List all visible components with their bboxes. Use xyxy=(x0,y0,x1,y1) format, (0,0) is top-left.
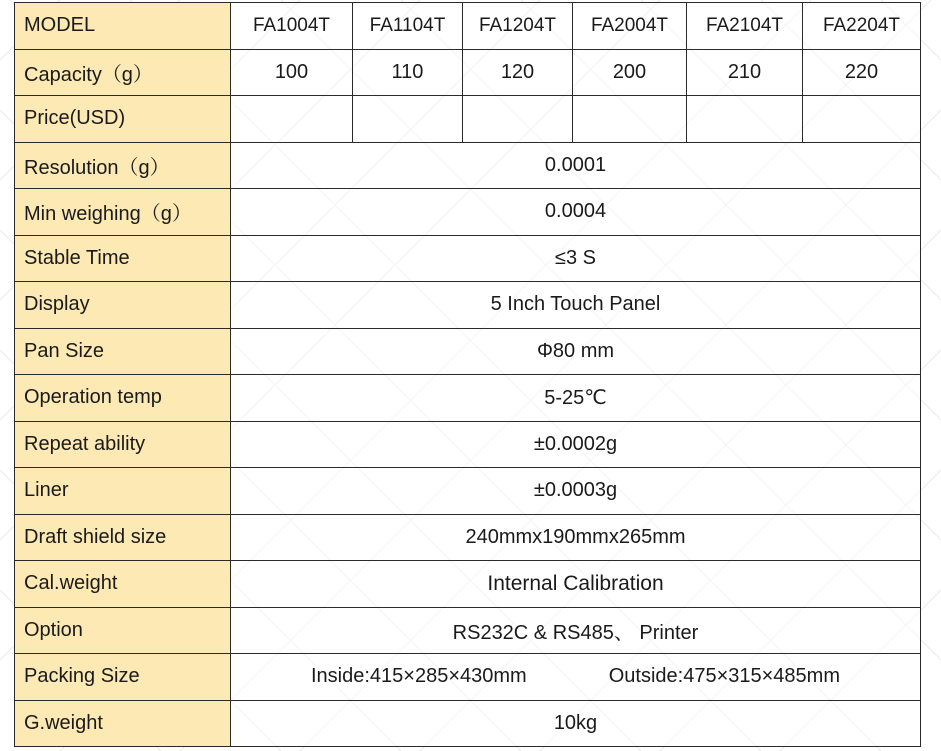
row-stable-time xyxy=(15,235,921,282)
stable-time-value: ≤3 S xyxy=(231,235,921,282)
model-fa2204t: FA2204T xyxy=(803,3,921,50)
row-cal-weight xyxy=(15,561,921,608)
label-min-weighing: Min weighing（g） xyxy=(15,189,231,236)
model-fa2104t: FA2104T xyxy=(687,3,803,50)
row-liner xyxy=(15,468,921,515)
label-price: Price(USD) xyxy=(15,96,231,143)
label-option: Option xyxy=(15,607,231,654)
price-value xyxy=(803,96,921,143)
row-repeatability xyxy=(15,421,921,468)
price-value xyxy=(353,96,463,143)
capacity-value: 200 xyxy=(573,49,687,96)
packing-inside: Inside:415×285×430mm xyxy=(311,665,527,688)
row-packing-size xyxy=(15,654,921,701)
repeatability-value: ±0.0002g xyxy=(231,421,921,468)
spec-table xyxy=(14,2,921,747)
cal-weight-value: Internal Calibration xyxy=(231,561,921,608)
label-draft-shield: Draft shield size xyxy=(15,514,231,561)
price-value xyxy=(573,96,687,143)
label-liner: Liner xyxy=(15,468,231,515)
label-repeatability: Repeat ability xyxy=(15,421,231,468)
label-cal-weight: Cal.weight xyxy=(15,561,231,608)
label-model: MODEL xyxy=(15,3,231,50)
capacity-value: 210 xyxy=(687,49,803,96)
label-packing-size: Packing Size xyxy=(15,654,231,701)
label-pan-size: Pan Size xyxy=(15,328,231,375)
label-resolution: Resolution（g） xyxy=(15,142,231,189)
price-value xyxy=(463,96,573,143)
model-fa1204t: FA1204T xyxy=(463,3,573,50)
row-operation-temp xyxy=(15,375,921,422)
model-fa1004t: FA1004T xyxy=(231,3,353,50)
liner-value: ±0.0003g xyxy=(231,468,921,515)
model-fa2004t: FA2004T xyxy=(573,3,687,50)
row-price xyxy=(15,96,921,143)
row-min-weighing xyxy=(15,189,921,236)
label-display: Display xyxy=(15,282,231,329)
row-resolution xyxy=(15,142,921,189)
row-option xyxy=(15,607,921,654)
min-weighing-value: 0.0004 xyxy=(231,189,921,236)
resolution-value: 0.0001 xyxy=(231,142,921,189)
label-g-weight: G.weight xyxy=(15,700,231,747)
capacity-value: 110 xyxy=(353,49,463,96)
model-fa1104t: FA1104T xyxy=(353,3,463,50)
row-display xyxy=(15,282,921,329)
pan-size-value: Φ80 mm xyxy=(231,328,921,375)
row-g-weight xyxy=(15,700,921,747)
row-model xyxy=(15,3,921,50)
packing-size-value xyxy=(231,654,921,701)
capacity-value: 120 xyxy=(463,49,573,96)
label-operation-temp: Operation temp xyxy=(15,375,231,422)
price-value xyxy=(231,96,353,143)
option-value: RS232C & RS485、 Printer xyxy=(231,607,921,654)
row-capacity xyxy=(15,49,921,96)
packing-outside: Outside:475×315×485mm xyxy=(608,665,840,688)
draft-shield-value: 240mmx190mmx265mm xyxy=(231,514,921,561)
capacity-value: 100 xyxy=(231,49,353,96)
g-weight-value: 10kg xyxy=(231,700,921,747)
capacity-value: 220 xyxy=(803,49,921,96)
operation-temp-value: 5-25℃ xyxy=(231,375,921,422)
label-capacity: Capacity（g） xyxy=(15,49,231,96)
price-value xyxy=(687,96,803,143)
label-stable-time: Stable Time xyxy=(15,235,231,282)
row-draft-shield xyxy=(15,514,921,561)
display-value: 5 Inch Touch Panel xyxy=(231,282,921,329)
row-pan-size xyxy=(15,328,921,375)
